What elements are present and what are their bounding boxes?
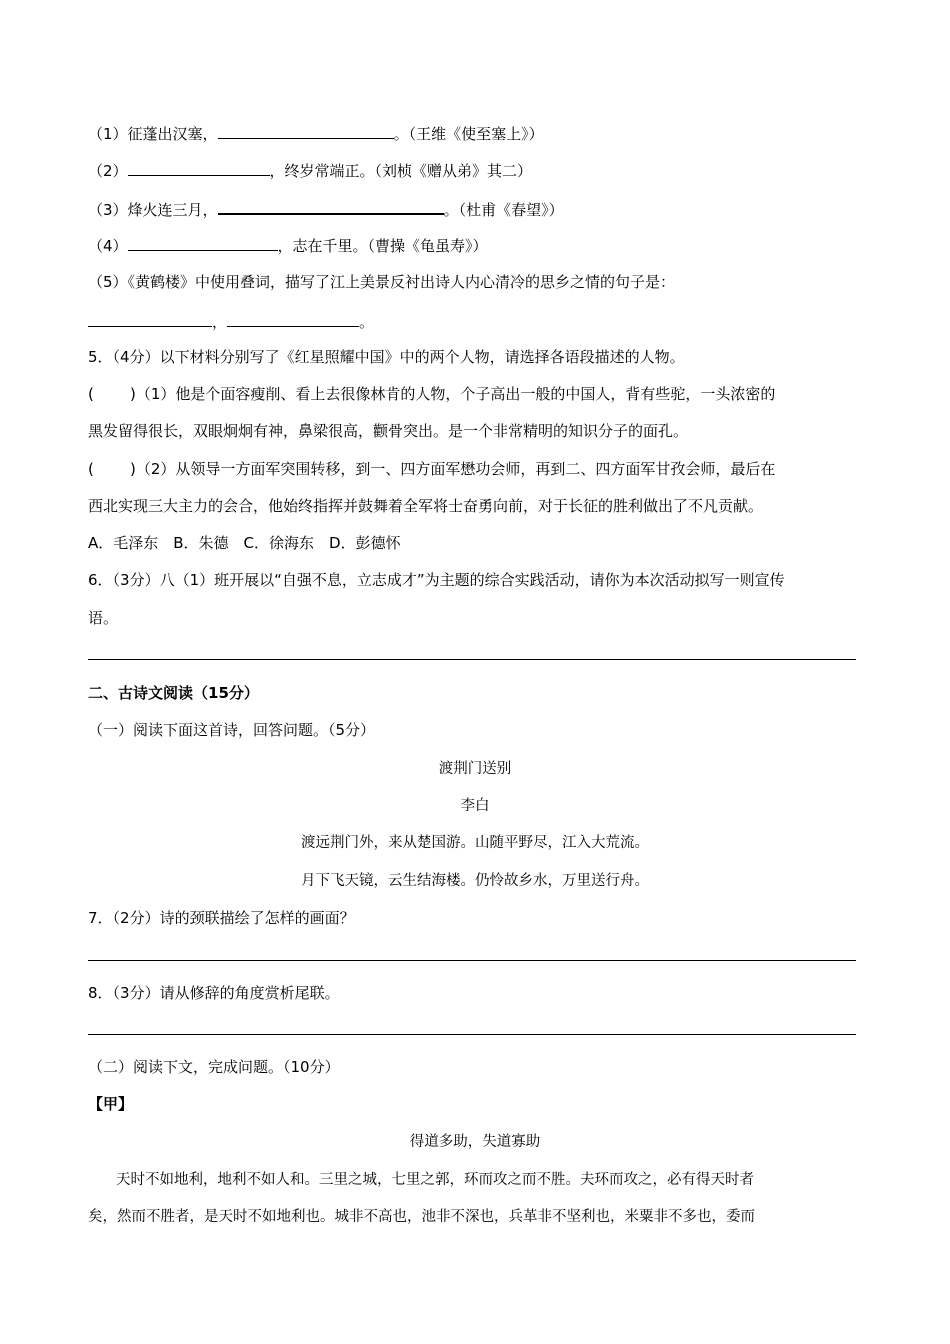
item-number: （3） [88, 201, 128, 219]
poem-line-2: 月下飞天镜，云生结海楼。仍怜故乡水，万里送行舟。 [301, 873, 649, 889]
answer-line[interactable] [88, 960, 856, 961]
jia-label: 【甲】 [88, 1095, 134, 1113]
section-title: 二、古诗文阅读（15分） [88, 684, 259, 702]
answer-blank[interactable] [128, 234, 278, 251]
q7-stem: 7．（2分）诗的颈联描绘了怎样的画面？ [88, 909, 355, 927]
q5-options: A．毛泽东 B．朱德 C．徐海东 D．彭德怀 [88, 534, 401, 552]
q6-stem: 6．（3分）八（1）班开展以“自强不息，立志成才”为主题的综合实践活动，请你为本次活动拟写一则宣传 [88, 571, 785, 589]
answer-blank[interactable] [128, 159, 270, 176]
answer-blank[interactable] [218, 197, 444, 215]
item-number: （1） [88, 125, 128, 143]
part-1-heading: （一）阅读下面这首诗，回答问题。（5分） [88, 721, 376, 739]
answer-paren[interactable]: ( [88, 460, 94, 478]
q5-paragraph-1: ( )（1）他是个面容瘦削、看上去很像林肯的人物，个子高出一般的中国人，背有些驼，一头浓密的 [88, 385, 776, 403]
answer-blank[interactable] [88, 310, 212, 327]
answer-blank[interactable] [227, 310, 359, 327]
q5-paragraph-2: ( )（2）从领导一方面军突围转移，到一、四方面军懋功会师，再到二、四方面军甘孜会师，最后在 [88, 460, 776, 478]
fill-item-2: （2） ，终岁常端正。（刘桢《赠从弟》其二） [88, 159, 532, 181]
fill-item-1: （1）征蓬出汉塞， 。（王维《使至塞上》） [88, 122, 544, 144]
fill-item-3: （3）烽火连三月， 。（杜甫《春望》） [88, 197, 564, 220]
q6-stem-cont: 语。 [88, 609, 119, 627]
fill-item-4: （4） ，志在千里。（曹操《龟虽寿》） [88, 234, 488, 256]
answer-line[interactable] [88, 1034, 856, 1035]
fill-item-5-blanks: ， 。 [88, 310, 374, 332]
q5-paragraph-1-cont: 黑发留得很长，双眼炯炯有神，鼻梁很高，颧骨突出。是一个非常精明的知识分子的面孔。 [88, 422, 689, 440]
text-line-2: 矣，然而不胜者，是天时不如地利也。城非不高也，池非不深也，兵革非不坚利也，米粟非不多也，委而 [88, 1209, 755, 1225]
text-line-1: 天时不如地利，地利不如人和。三里之城，七里之郭，环而攻之而不胜。夫环而攻之，必有得天时者 [116, 1172, 754, 1188]
poem-author: 李白 [460, 798, 490, 814]
item-number: （4） [88, 237, 128, 255]
q5-paragraph-2-cont: 西北实现三大主力的会合，他始终指挥并鼓舞着全军将士奋勇向前，对于长征的胜利做出了不凡贡献。 [88, 497, 764, 515]
item-number: （5） [88, 273, 128, 291]
fill-item-5: （5）《黄鹤楼》中使用叠词，描写了江上美景反衬出诗人内心清冷的思乡之情的句子是： [88, 273, 676, 291]
part-2-heading: （二）阅读下文，完成问题。（10分） [88, 1058, 340, 1076]
text-title: 得道多助，失道寡助 [409, 1134, 541, 1150]
item-number: （2） [88, 162, 128, 180]
q8-stem: 8．（3分）请从修辞的角度赏析尾联。 [88, 984, 340, 1002]
answer-line[interactable] [88, 659, 856, 660]
poem-line-1: 渡远荆门外，来从楚国游。山随平野尽，江入大荒流。 [301, 835, 649, 851]
answer-paren[interactable]: ( [88, 385, 94, 403]
poem-title: 渡荆门送别 [438, 761, 512, 777]
answer-blank[interactable] [218, 122, 394, 139]
q5-stem: 5．（4分）以下材料分别写了《红星照耀中国》中的两个人物，请选择各语段描述的人物。 [88, 348, 685, 366]
